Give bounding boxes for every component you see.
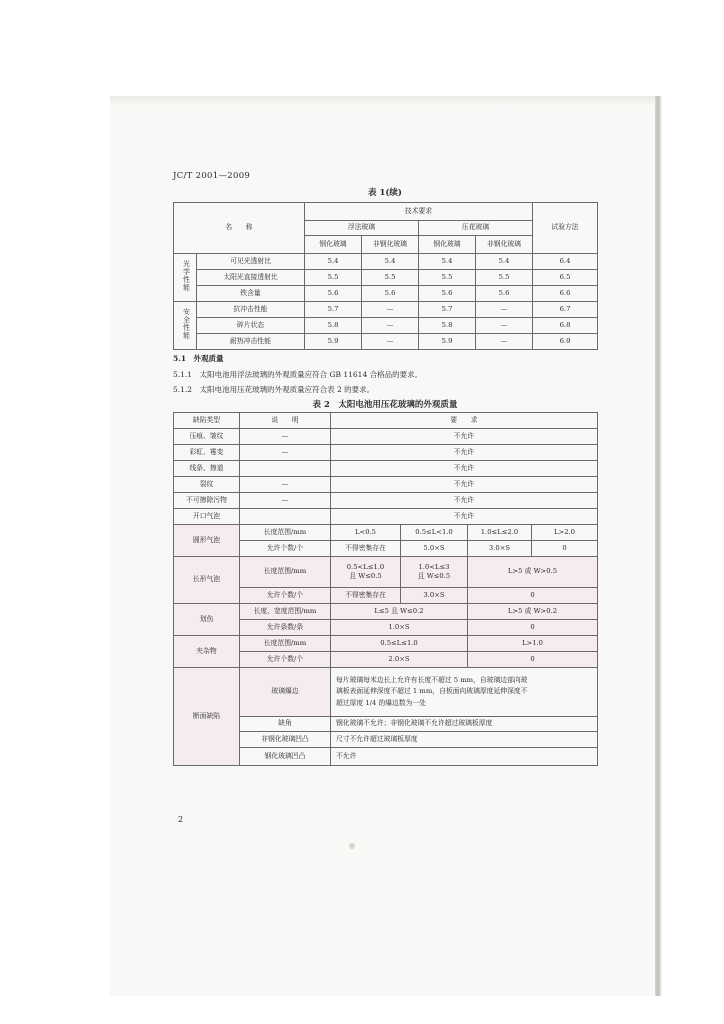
- table1-cell: 5.5: [476, 270, 533, 286]
- table2-req-cell: 钢化玻璃不允许；非钢化玻璃不允许超过玻璃板厚度: [331, 717, 532, 732]
- table2-desc-cell: 缺角: [240, 717, 331, 732]
- table1-cell-name: 碎片状态: [197, 318, 305, 334]
- table-row: [174, 270, 598, 286]
- table-row: [174, 302, 598, 318]
- table2-req-cell: 不允许: [331, 429, 598, 445]
- table1-cell: 5.4: [419, 254, 476, 270]
- table1-cell: 5.6: [419, 286, 476, 302]
- table-row: [174, 334, 598, 350]
- table2-desc-cell: 允许个数/个: [240, 588, 331, 604]
- section-5-1-1-text: 5.1.1 太阳电池用浮法玻璃的外观质量应符合 GB 11614 合格品的要求。: [173, 370, 423, 379]
- table2-req-cell: 每片玻璃每米边长上允许有长度不超过 5 mm，自玻璃边部向玻璃板表面延伸深度不超过 1 mm，自板面向玻璃厚度延伸深度不超过厚度 1/4 的爆边数为一处: [331, 668, 532, 717]
- table1-cell: —: [476, 302, 533, 318]
- table1-cell: 5.7: [305, 302, 362, 318]
- table2-req-cell: L>1.0: [468, 636, 598, 652]
- table2-req-cell: 0: [532, 541, 598, 557]
- table1-pattern-tempered-header: 钢化玻璃: [419, 236, 476, 254]
- table2-caption: 表 2 太阳电池用压花玻璃的外观质量: [312, 400, 458, 410]
- standard-code-header: JC/T 2001—2009: [173, 171, 251, 181]
- table2-type-cell: 压痕、皱纹: [174, 429, 240, 445]
- table-row: [174, 286, 598, 302]
- table-row: [174, 318, 598, 334]
- table2-type-cell: 裂纹: [174, 477, 240, 493]
- table-row: [174, 509, 598, 525]
- table2-desc-cell: —: [240, 477, 331, 493]
- page-right-edge: [655, 96, 661, 996]
- table1-cell-name: 太阳光直接透射比: [197, 270, 305, 286]
- table2-desc-cell: 长度范围/mm: [240, 557, 331, 588]
- table2-req-cell: 不允许: [331, 445, 598, 461]
- table2-desc-cell: 允许个数/个: [240, 541, 331, 557]
- table2-type-cell: 夹杂物: [174, 636, 240, 668]
- table2-desc-cell: 允许条数/条: [240, 620, 331, 636]
- table2-desc-cell: —: [240, 493, 331, 509]
- table1-cell-name: 耐热冲击性能: [197, 334, 305, 350]
- table-row: [174, 636, 598, 652]
- table2-req-cell: 0: [468, 620, 598, 636]
- table2-req-cell: 不允许: [331, 493, 598, 509]
- table1-cell: 5.4: [305, 254, 362, 270]
- table2-req-cell: 0.5<L≤1.0 且 W≤0.5: [331, 557, 401, 588]
- table1-cell-method: 6.4: [533, 254, 598, 270]
- table2-req-cell: 1.0<L≤3 且 W≤0.5: [401, 557, 468, 588]
- table1-name-header: 名 称: [174, 203, 305, 254]
- table2-req-cell: 不允许: [331, 477, 598, 493]
- table1-cell: 5.9: [419, 334, 476, 350]
- table2-req-cell: L≤5 且 W≤0.2: [331, 604, 468, 620]
- table1-cell: —: [476, 318, 533, 334]
- table2-req-cell: L>5 或 W>0.5: [468, 557, 598, 588]
- table2-desc-cell: 钢化玻璃凹凸: [240, 748, 331, 766]
- table1: [173, 202, 598, 350]
- table-row: [174, 461, 598, 477]
- table2-req-cell: 尺寸不允许超过玻璃板厚度: [331, 732, 532, 748]
- table2-req-cell: 1.0×S: [331, 620, 468, 636]
- table1-float-tempered-header: 钢化玻璃: [305, 236, 362, 254]
- table2-desc-cell: 长度范围/mm: [240, 636, 331, 652]
- table1-cell-method: 6.5: [533, 270, 598, 286]
- table-row: [174, 477, 598, 493]
- table2-req-cell: 不允许: [331, 748, 532, 766]
- table2-req-cell: L>2.0: [532, 525, 598, 541]
- table1-cell: 5.9: [305, 334, 362, 350]
- table2-req-cell: 0: [468, 652, 598, 668]
- table1-tech-req-header: 技术要求: [305, 203, 533, 221]
- table2-req-cell: 0.5≤L≤1.0: [331, 636, 468, 652]
- table-row: [174, 445, 598, 461]
- table2-desc-cell: [240, 461, 331, 477]
- table1-cell-name: 铁含量: [197, 286, 305, 302]
- table-row: [174, 493, 598, 509]
- table-row: [174, 668, 598, 717]
- table1-cell: —: [362, 334, 419, 350]
- table2-type-cell: 线条、擦道: [174, 461, 240, 477]
- table-row: [174, 525, 598, 541]
- scan-spot: [349, 843, 355, 849]
- table1-group-label: 安全性能: [174, 302, 197, 350]
- table1-cell: 5.6: [305, 286, 362, 302]
- table1-cell-method: 6.7: [533, 302, 598, 318]
- table1-cell-method: 6.6: [533, 286, 598, 302]
- table2-desc-cell: 允许个数/个: [240, 652, 331, 668]
- table2-req-cell: 1.0≤L≤2.0: [468, 525, 532, 541]
- table1-cell: 5.8: [305, 318, 362, 334]
- table1-cell-method: 6.9: [533, 334, 598, 350]
- table2-desc-cell: 非钢化玻璃凹凸: [240, 732, 331, 748]
- section-5-1-heading: 5.1 外观质量: [173, 354, 224, 363]
- table1-cell: 5.5: [362, 270, 419, 286]
- table-row: [174, 557, 598, 588]
- table2-req-cell: 3.0×S: [401, 588, 468, 604]
- table1-cell: 5.4: [362, 254, 419, 270]
- table2-type-cell: 圆形气泡: [174, 525, 240, 557]
- table2-type-cell: 彩虹、霉变: [174, 445, 240, 461]
- table1-cell: —: [362, 318, 419, 334]
- table1-group-label: 光学性能: [174, 254, 197, 302]
- table2-req-cell: 不得密集存在: [331, 588, 401, 604]
- table1-cell: 5.6: [362, 286, 419, 302]
- table1-cell-method: 6.8: [533, 318, 598, 334]
- table1-float-nontempered-header: 非钢化玻璃: [362, 236, 419, 254]
- table2-req-cell: L<0.5: [331, 525, 401, 541]
- table2-type-header: 缺陷类型: [174, 413, 240, 429]
- table1-cell: 5.6: [476, 286, 533, 302]
- table2-desc-cell: 玻璃爆边: [240, 668, 331, 717]
- table2-req-cell: 0: [468, 588, 598, 604]
- table1-cell: —: [476, 334, 533, 350]
- table2-type-cell: 不可擦除污物: [174, 493, 240, 509]
- table1-caption: 表 1(续): [368, 188, 402, 198]
- table-row: [174, 604, 598, 620]
- table2-req-cell: 3.0×S: [468, 541, 532, 557]
- table2-req-cell: 不允许: [331, 461, 598, 477]
- table2-type-cell: 长形气泡: [174, 557, 240, 604]
- table1-cell: 5.7: [419, 302, 476, 318]
- table1-pattern-glass-header: 压花玻璃: [419, 221, 533, 236]
- table2-req-cell: 不允许: [331, 509, 598, 525]
- page-number: 2: [178, 815, 184, 824]
- table1-test-method-header: 试验方法: [533, 203, 598, 254]
- table1-cell: —: [362, 302, 419, 318]
- table2-req-cell: 5.0×S: [401, 541, 468, 557]
- table-row: [174, 254, 598, 270]
- table2-req-cell: 0.5≤L<1.0: [401, 525, 468, 541]
- table2-desc-cell: —: [240, 429, 331, 445]
- table2-type-cell: 划伤: [174, 604, 240, 636]
- table2-req-cell: L>5 或 W>0.2: [468, 604, 598, 620]
- table1-cell-name: 可见光透射比: [197, 254, 305, 270]
- table2-req-cell: 不得密集存在: [331, 541, 401, 557]
- table2-type-cell: 开口气泡: [174, 509, 240, 525]
- table-row: [174, 429, 598, 445]
- table2-desc-cell: 长度范围/mm: [240, 525, 331, 541]
- table2-req-cell: 2.0×S: [331, 652, 468, 668]
- section-5-1-2-text: 5.1.2 太阳电池用压花玻璃的外观质量应符合表 2 的要求。: [173, 385, 375, 394]
- table2-desc-cell: 长度、宽度范围/mm: [240, 604, 331, 620]
- table1-pattern-nontempered-header: 非钢化玻璃: [476, 236, 533, 254]
- table2-req-header: 要 求: [331, 413, 598, 429]
- table2: [173, 412, 598, 766]
- page-top-shadow: [110, 96, 662, 106]
- table1-cell-name: 抗冲击性能: [197, 302, 305, 318]
- table1-cell: 5.4: [476, 254, 533, 270]
- table1-cell: 5.5: [305, 270, 362, 286]
- table1-cell: 5.8: [419, 318, 476, 334]
- table1-float-glass-header: 浮法玻璃: [305, 221, 419, 236]
- table2-desc-cell: —: [240, 445, 331, 461]
- table1-cell: 5.5: [419, 270, 476, 286]
- table2-type-cell: 断面缺陷: [174, 668, 240, 766]
- table2-desc-header: 说 明: [240, 413, 331, 429]
- table2-desc-cell: [240, 509, 331, 525]
